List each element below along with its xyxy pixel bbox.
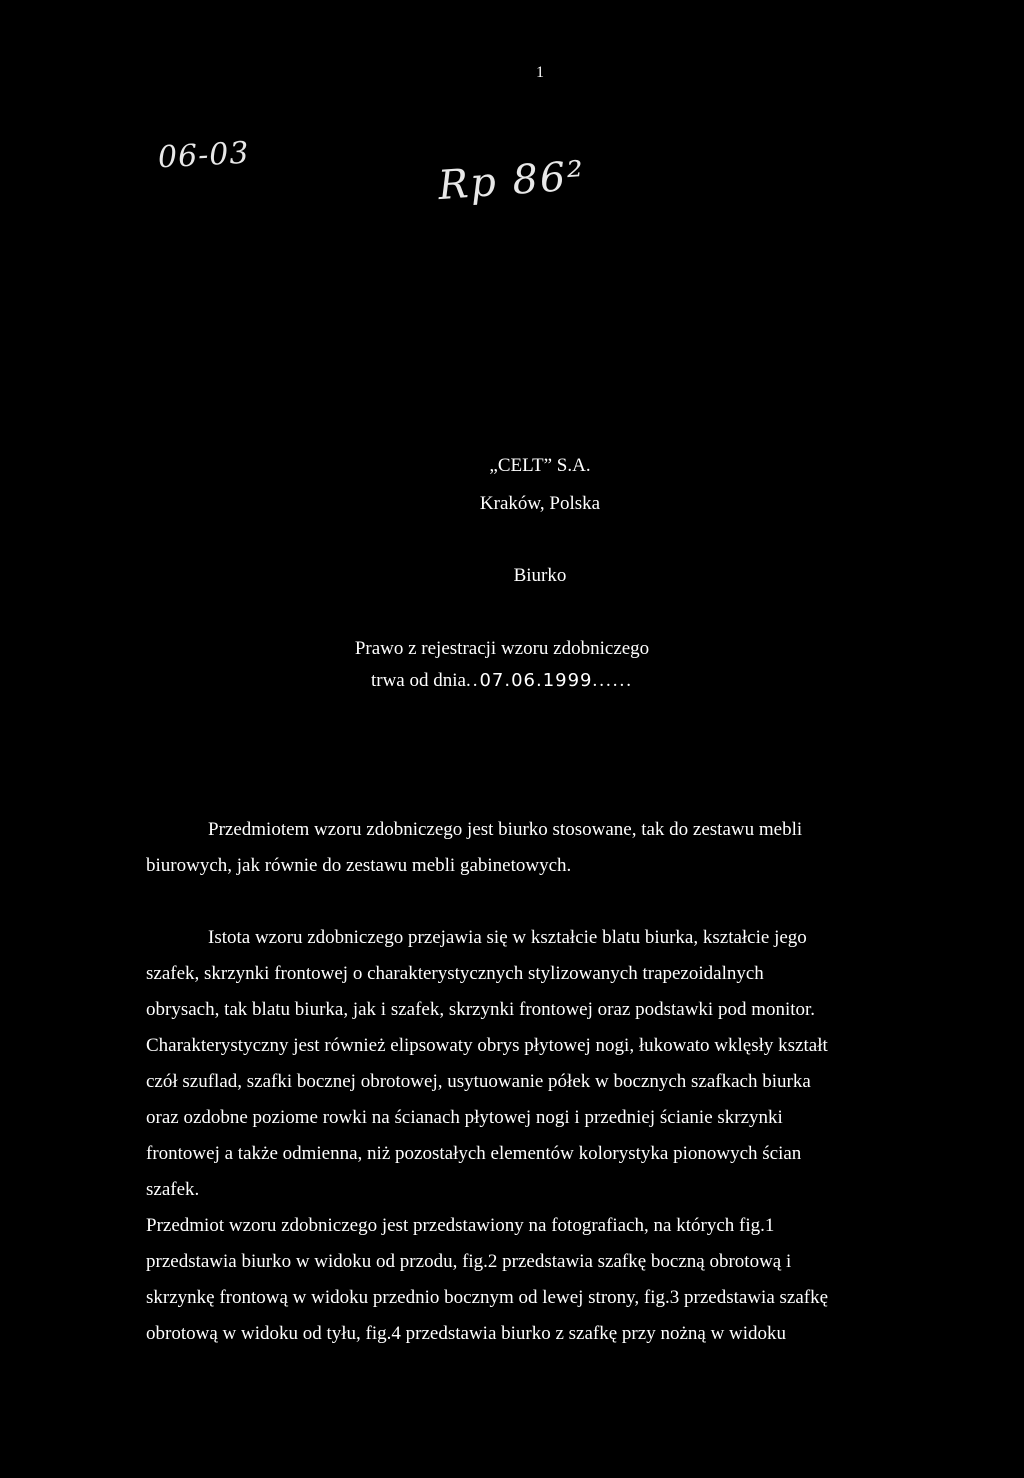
document-title: Biurko: [513, 565, 567, 586]
paragraph-line: przedstawia biurko w widoku od przodu, fig.2 przedstawia szafkę boczną obrotową i: [146, 1251, 792, 1272]
rights-line-2: [0, 670, 1004, 692]
paragraph-line: oraz ozdobne poziome rowki na ścianach płytowej nogi i przedniej ścianie skrzynki: [146, 1107, 783, 1128]
handwritten-note-left: 06-03: [157, 135, 251, 176]
paragraph-essence: [146, 920, 896, 1352]
paragraph-line: skrzynkę frontową w widoku przednio bocznym od lewej strony, fig.3 przedstawia szafkę: [146, 1287, 829, 1308]
rights-prefix: trwa od dnia: [370, 670, 466, 691]
handwritten-date: 07.06.1999: [479, 670, 593, 691]
paragraph-line: Przedmiotem wzoru zdobniczego jest biurko stosowane, tak do zestawu mebli: [208, 819, 803, 840]
page-number: 1: [536, 64, 544, 81]
paragraph-line: obrotową w widoku od tyłu, fig.4 przedstawia biurko z szafkę przy nożną w widoku: [146, 1323, 787, 1344]
paragraph-line: obrysach, tak blatu biurka, jak i szafek, skrzynki frontowej oraz podstawki pod monitor.: [146, 999, 816, 1020]
paragraph-line: szafek, skrzynki frontowej o charakterystycznych stylizowanych trapezoidalnych: [146, 963, 764, 984]
rights-line-1: Prawo z rejestracji wzoru zdobniczego: [354, 638, 650, 659]
rights-dots-before: ..: [465, 670, 480, 691]
handwritten-note-right: Rp 86²: [436, 152, 587, 210]
paragraph-line: Charakterystyczny jest również elipsowaty obrys płytowej nogi, łukowato wklęsły kształt: [146, 1035, 828, 1056]
company-location: Kraków, Polska: [479, 493, 601, 514]
paragraph-subject: [146, 812, 896, 884]
paragraph-line: szafek.: [146, 1179, 200, 1200]
paragraph-line: Istota wzoru zdobniczego przejawia się w kształcie blatu biurka, kształcie jego: [208, 927, 807, 948]
paragraph-line: Przedmiot wzoru zdobniczego jest przedstawiony na fotografiach, na których fig.1: [146, 1215, 775, 1236]
paragraph-line: czół szuflad, szafki bocznej obrotowej, usytuowanie półek w bocznych szafkach biurka: [146, 1071, 811, 1092]
paragraph-line: frontowej a także odmienna, niż pozostałych elementów kolorystyka pionowych ścian: [146, 1143, 802, 1164]
paragraph-line: biurowych, jak równie do zestawu mebli gabinetowych.: [146, 855, 572, 876]
company-name: „CELT” S.A.: [489, 455, 591, 476]
rights-dots-after: ......: [592, 670, 634, 691]
